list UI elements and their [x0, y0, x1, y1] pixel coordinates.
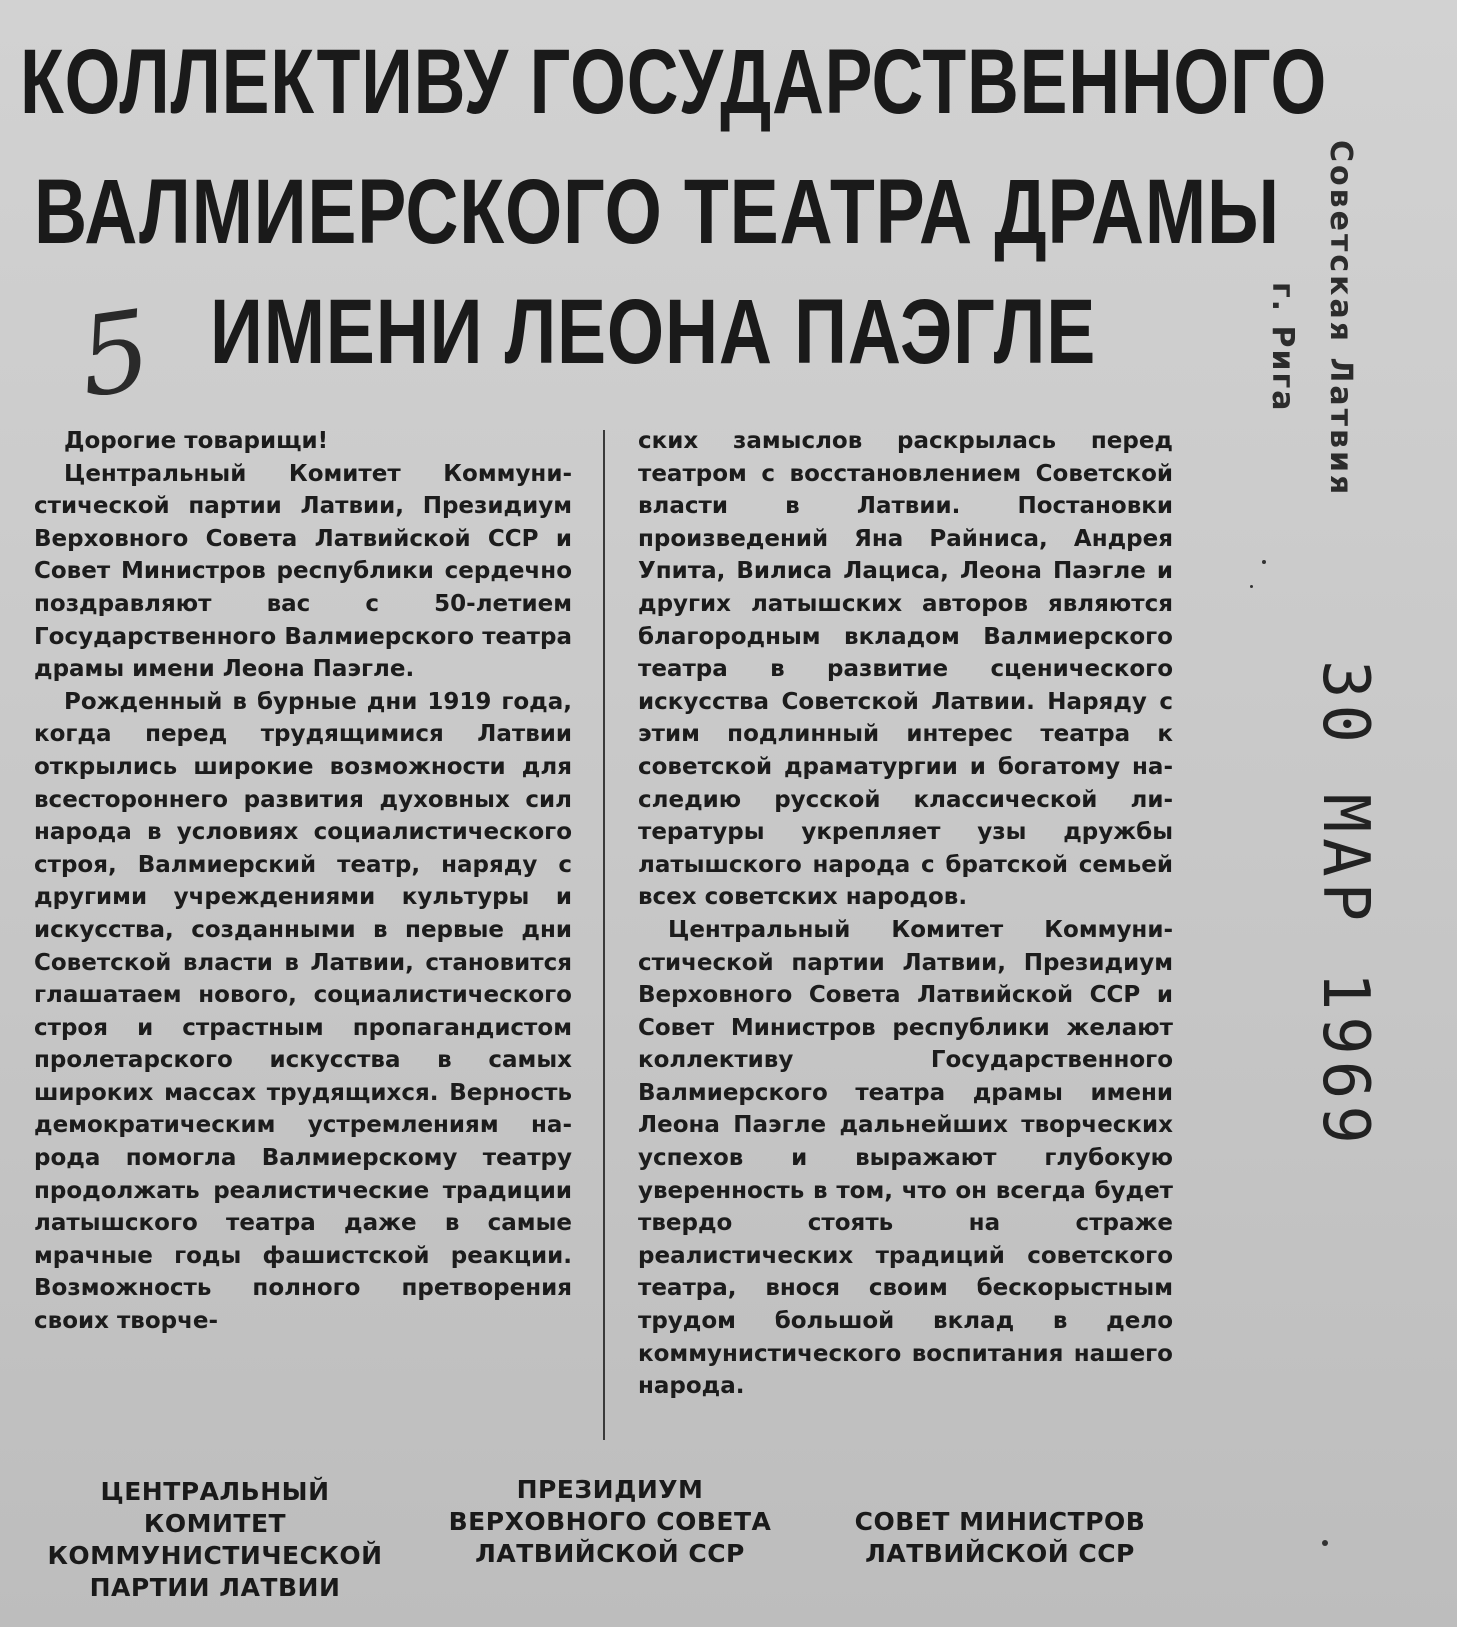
signature-line: ЛАТВИЙСКОЙ ССР [865, 1539, 1135, 1568]
article-paragraph: ских замыслов раскрылась перед театром с восстановлением Советской власти в Латвии. Постановки произведений Яна Райниса, Андрея Упита, Вилиса Лациса, Леона Паэгле и других латышских авторов являются благородным вкладом Валмиерского театра в развитие сценического искусства Советской Латвии. Наряду с этим подлинный интерес театра к советской драматургии и богатому наследию русской классической литературы укрепляет узы дружбы латышского народа с братской семьей всех советских народов. [638, 428, 1173, 911]
signature-line: ВЕРХОВНОГО СОВЕТА [448, 1507, 772, 1536]
stamp-date: 30 МАР 1969 [1308, 660, 1382, 1150]
article-paragraph: Центральный Комитет Коммунистической партии Латвии, Президиум Верховного Совета Латвийской ССР и Совет Министров республики желают коллективу Государственного Валмиерского театра драмы имени Леона Паэгле дальнейших творческих успехов и выражают глубокую уверенность в том, что он всегда будет твердо стоять на страже реалистических традиций советского театра, внося своим бескорыстным трудом большой вклад в дело коммунистического воспитания нашего народа. [638, 916, 1173, 1400]
signature-presidium [425, 1474, 795, 1570]
signature-line: СОВЕТ МИНИСТРОВ [854, 1507, 1146, 1536]
signature-line: КОМИТЕТ [143, 1509, 287, 1538]
article-paragraph: Центральный Комитет Коммунистической партии Латвии, Президиум Верховного Совета Латвийской ССР и Совет Министров республики сердечно поздравляют вас с 50-летием Государственного Валмиерского театра драмы имени Леона Паэгле. [34, 460, 572, 683]
headline-line-2: ВАЛМИЕРСКОГО ТЕАТРА ДРАМЫ [34, 161, 1280, 263]
column-divider [603, 430, 605, 1440]
signature-central-committee [30, 1476, 400, 1604]
stamp-newspaper-name: Советская Латвия [1323, 140, 1358, 498]
signature-line: КОММУНИСТИЧЕСКОЙ [47, 1541, 383, 1570]
signature-line: ПРЕЗИДИУМ [516, 1475, 704, 1504]
stamp-city: г. Рига [1265, 282, 1300, 413]
signature-council-of-ministers [820, 1506, 1180, 1570]
signature-line: ЦЕНТРАЛЬНЫЙ [100, 1477, 330, 1506]
handwritten-page-mark: 5 [71, 285, 159, 423]
article-paragraph: Рожденный в бурные дни 1919 года, когда перед трудящимися Латвии открылись широкие возможности для всестороннего развития духовных сил народа в условиях социалистического строя, Валмиерский театр, наряду с другими учреждениями культуры и искусства, созданными в первые дни Советской власти в Латвии, становится глашатаем нового, социалистического строя и страстным пропагандистом пролетарского искусства в самых широких массах трудящихся. Верность демократическим устремлениям народа помогла Валмиерскому театру продолжать реалистические традиции латышского театра даже в самые мрачные годы фашистской реакции. Возможность полного претворения своих творче- [34, 688, 572, 1335]
ink-speck [1322, 1540, 1328, 1546]
headline-line-1: КОЛЛЕКТИВУ ГОСУДАРСТВЕННОГО [20, 31, 1328, 133]
article-column-left [34, 425, 572, 1338]
article-greeting: Дорогие товарищи! [64, 428, 329, 454]
ink-speck [1262, 560, 1266, 564]
signature-line: ПАРТИИ ЛАТВИИ [89, 1573, 341, 1602]
signature-line: ЛАТВИЙСКОЙ ССР [475, 1539, 745, 1568]
headline-line-3: ИМЕНИ ЛЕОНА ПАЭГЛЕ [210, 281, 1097, 383]
ink-speck [1250, 585, 1253, 588]
article-column-right [638, 425, 1173, 1403]
